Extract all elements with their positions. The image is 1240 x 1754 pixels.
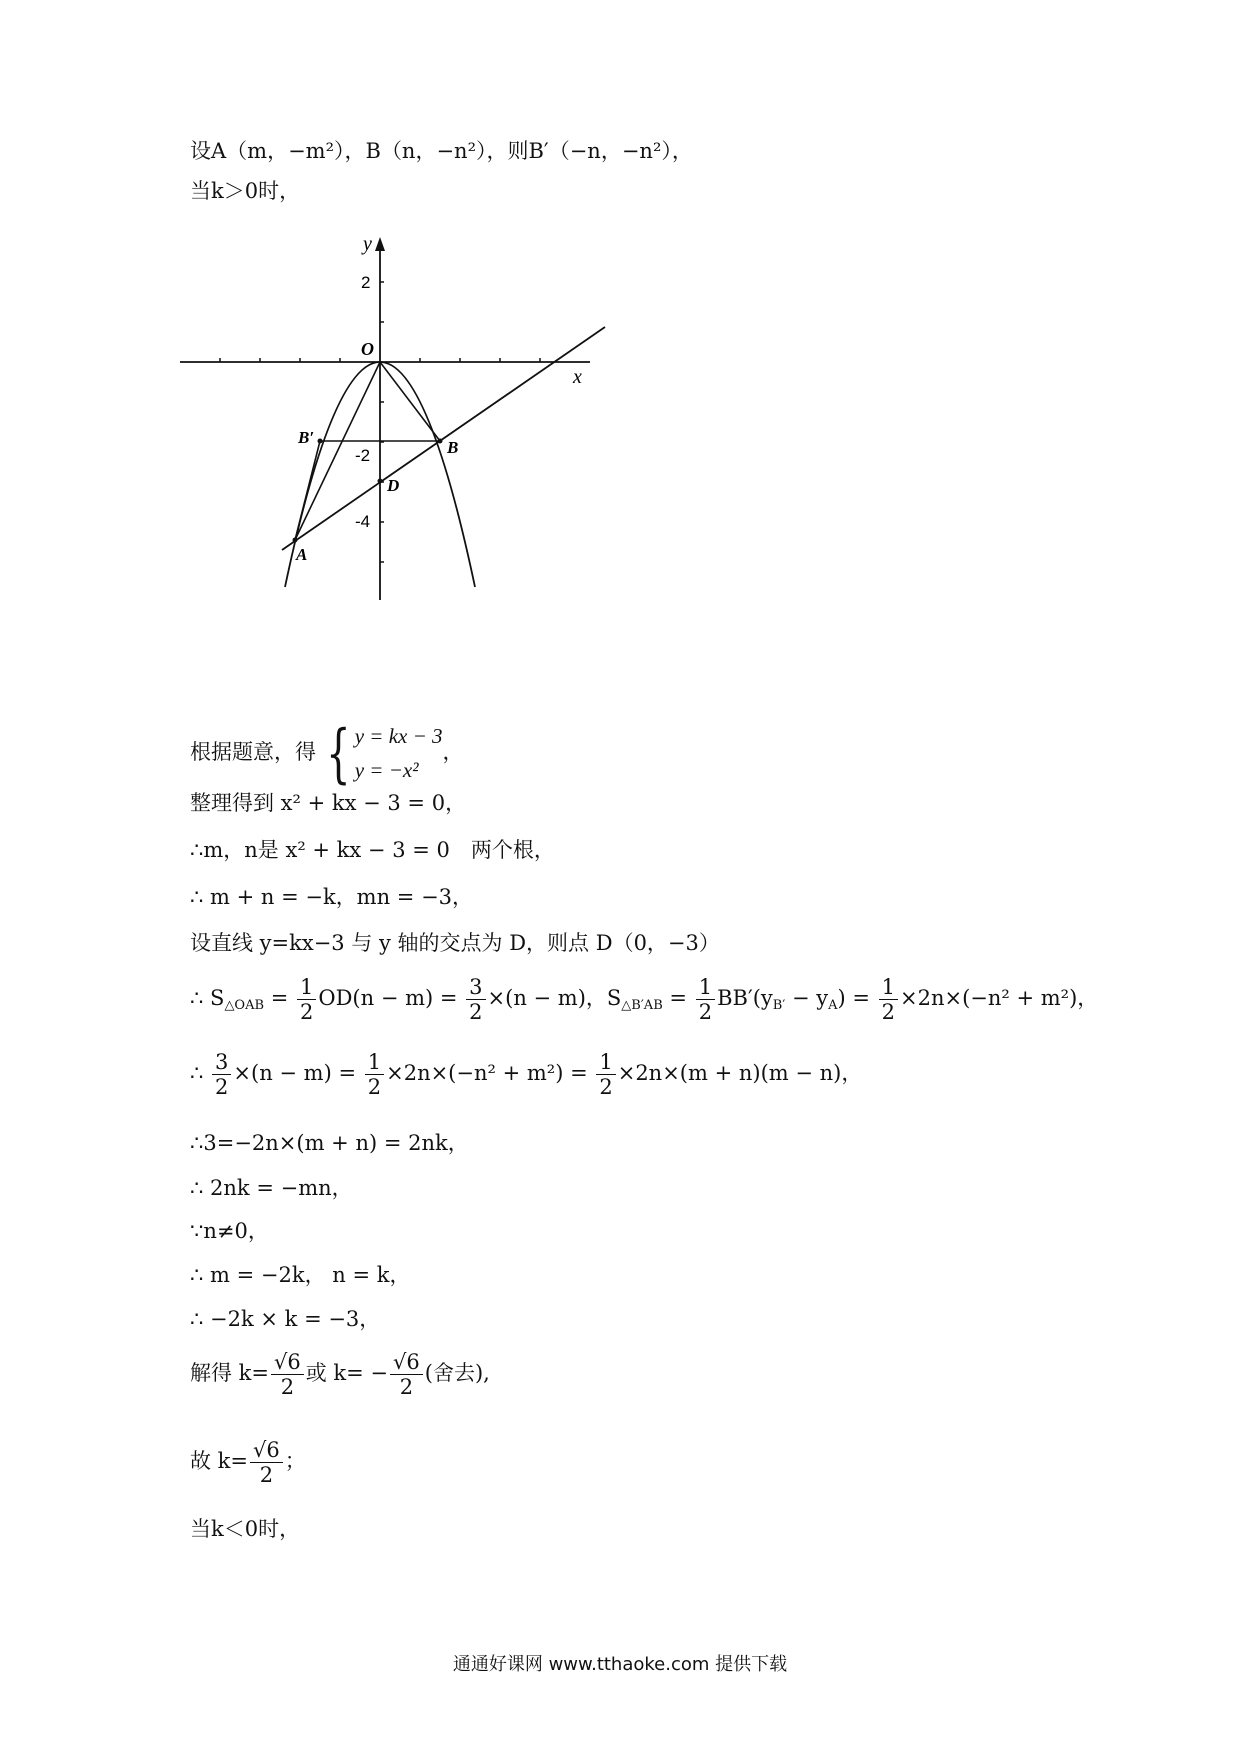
text-line-13: ∴ m = −2k， n = k， [190,1263,411,1287]
tick-label-2: 2 [361,273,371,292]
text-line-6: ∴ m + n = −k，mn = −3， [190,885,474,909]
text-line-7: 设直线 y=kx−3 与 y 轴的交点为 D，则点 D（0，−3） [190,931,720,955]
point-D-dot [378,479,383,484]
text-line-15: 解得 k= $\frac{√6}{2}$ 或 k= − $\frac{√6}{2}$ (舍去), [190,1350,490,1400]
point-B-label: B [447,438,459,457]
axis-y-label: y [363,233,372,255]
text-line-9: ∴ $\frac{3}{2}$ ×(n − m) = $\frac{1}{2}$ ×2n×(−n² + m²) = $\frac{1}{2}$ ×2n×(m + n)(m − n)， [190,1050,863,1100]
text-line-12: ∵n≠0， [190,1219,269,1243]
point-D-label: D [387,476,400,495]
tick-label-neg4: -4 [355,512,371,531]
text-line-2: 当k＞0时， [190,179,301,203]
text-line-4: 整理得到 x² + kx − 3 = 0， [190,791,467,815]
parabola-graph [195,233,685,675]
origin-label: O [361,339,374,359]
point-A-dot [293,538,298,543]
text-line-16: 故 k= $\frac{√6}{2}$ ； [190,1438,306,1488]
tick-label-neg2: -2 [355,446,371,465]
text-line-5: ∴m，n是 x² + kx − 3 = 0 两个根， [190,838,555,862]
text-line-10: ∴3=−2n×(m + n) = 2nk， [190,1131,469,1155]
point-Bp-dot [318,439,323,444]
text-line-8: ∴ $S_{\triangle OAB}$ = $\frac{1}{2}$ OD(n − m) = $\frac{3}{2}$ ×(n − m)，$S_{\triangle B'AB}$ = $\frac{1}{2}$ $BB'(y_{B'} - y_A)$ = $\frac{1}{2}$ ×2n×(−n² + m²)， [190,975,1099,1025]
line-kx-3 [282,327,605,550]
point-B-dot [438,439,443,444]
text-line-1: 设A（m，−m²），B（n，−n²），则B′（−n，−n²）， [190,139,693,163]
text-line-17: 当k＜0时， [190,1517,301,1541]
segment-BpA [295,441,320,540]
text-line-11: ∴ 2nk = −mn， [190,1176,353,1200]
y-axis-arrow [375,237,385,251]
text-line-3: 根据题意，得 { y = kx − 3 y = −x² ， [190,716,464,791]
axis-x-label: x [573,366,582,388]
text-line-14: ∴ −2k × k = −3， [190,1307,381,1331]
segment-OB [380,362,440,441]
point-A-label: A [296,545,308,564]
page-footer: 通通好课网 www.tthaoke.com 提供下载 [452,1654,788,1675]
point-Bp-label: B′ [298,428,315,447]
